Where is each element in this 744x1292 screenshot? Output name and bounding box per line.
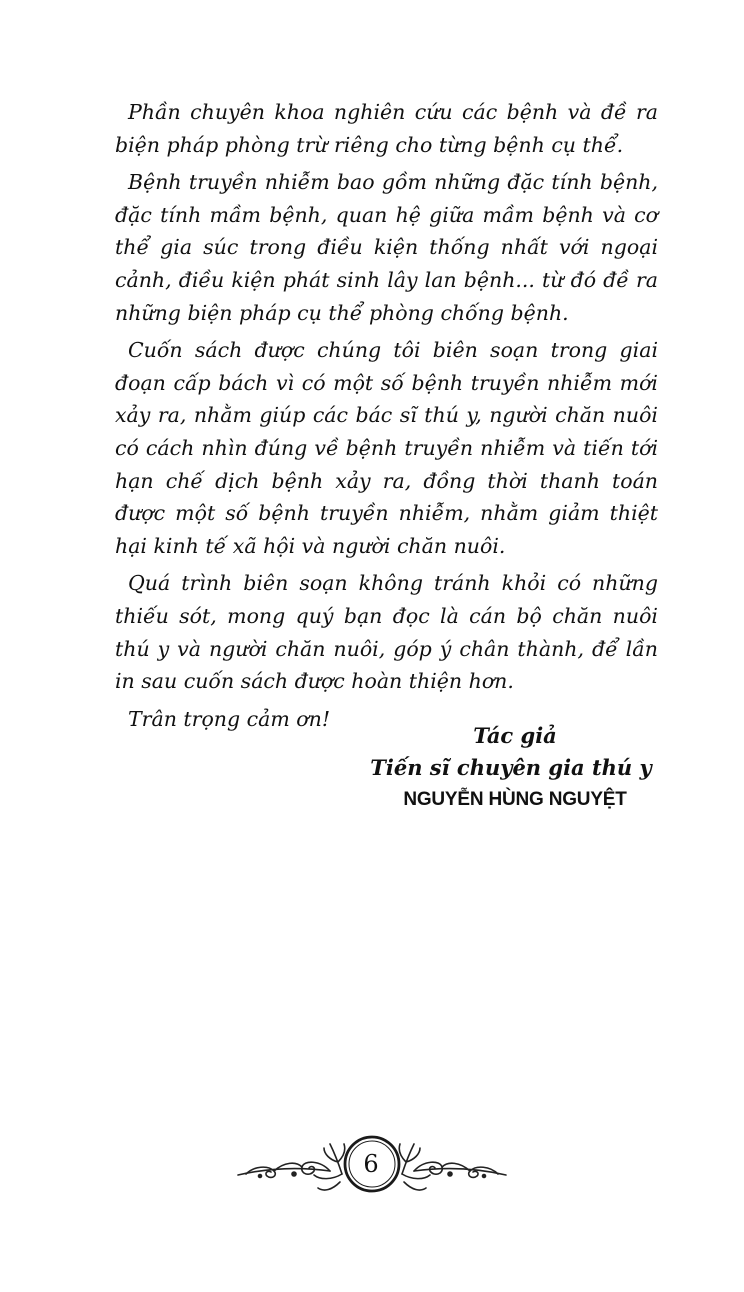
author-name: NGUYỄN HÙNG NGUYỆT	[403, 789, 627, 810]
body-text	[115, 96, 658, 735]
author-role: Tiến sĩ chuyên gia thú y	[370, 755, 652, 780]
author-label: Tác giả	[473, 723, 557, 748]
paragraph: Quá trình biên soạn không tránh khỏi có những thiếu sót, mong quý bạn đọc là cán bộ chăn nuôi thú y và người chăn nuôi, góp ý chân thành, để lần in sau cuốn sách được hoàn thiện hơn.	[115, 571, 658, 694]
paragraph: Cuốn sách được chúng tôi biên soạn trong giai đoạn cấp bách vì có một số bệnh truyền nhiễm mới xảy ra, nhằm giúp các bác sĩ thú y, người chăn nuôi có cách nhìn đúng về bệnh truyền nhiễm và tiến tới hạn chế dịch bệnh xảy ra, đồng thời thanh toán được một số bệnh truyền nhiễm, nhằm giảm thiệt hại kinh tế xã hội và người chăn nuôi.	[115, 338, 658, 558]
author-signature	[370, 720, 655, 816]
paragraph: Bệnh truyền nhiễm bao gồm những đặc tính bệnh, đặc tính mầm bệnh, quan hệ giữa mầm bệnh và cơ thể gia súc trong điều kiện thống nhất với ngoại cảnh, điều kiện phát sinh lây lan bệnh... từ đó đề ra những biện pháp cụ thể phòng chống bệnh.	[115, 170, 658, 325]
closing-line: Trân trọng cảm ơn!	[128, 706, 331, 731]
paragraph: Phần chuyên khoa nghiên cứu các bệnh và đề ra biện pháp phòng trừ riêng cho từng bệnh cụ thể.	[115, 100, 658, 157]
page-number: 6	[363, 1150, 379, 1178]
